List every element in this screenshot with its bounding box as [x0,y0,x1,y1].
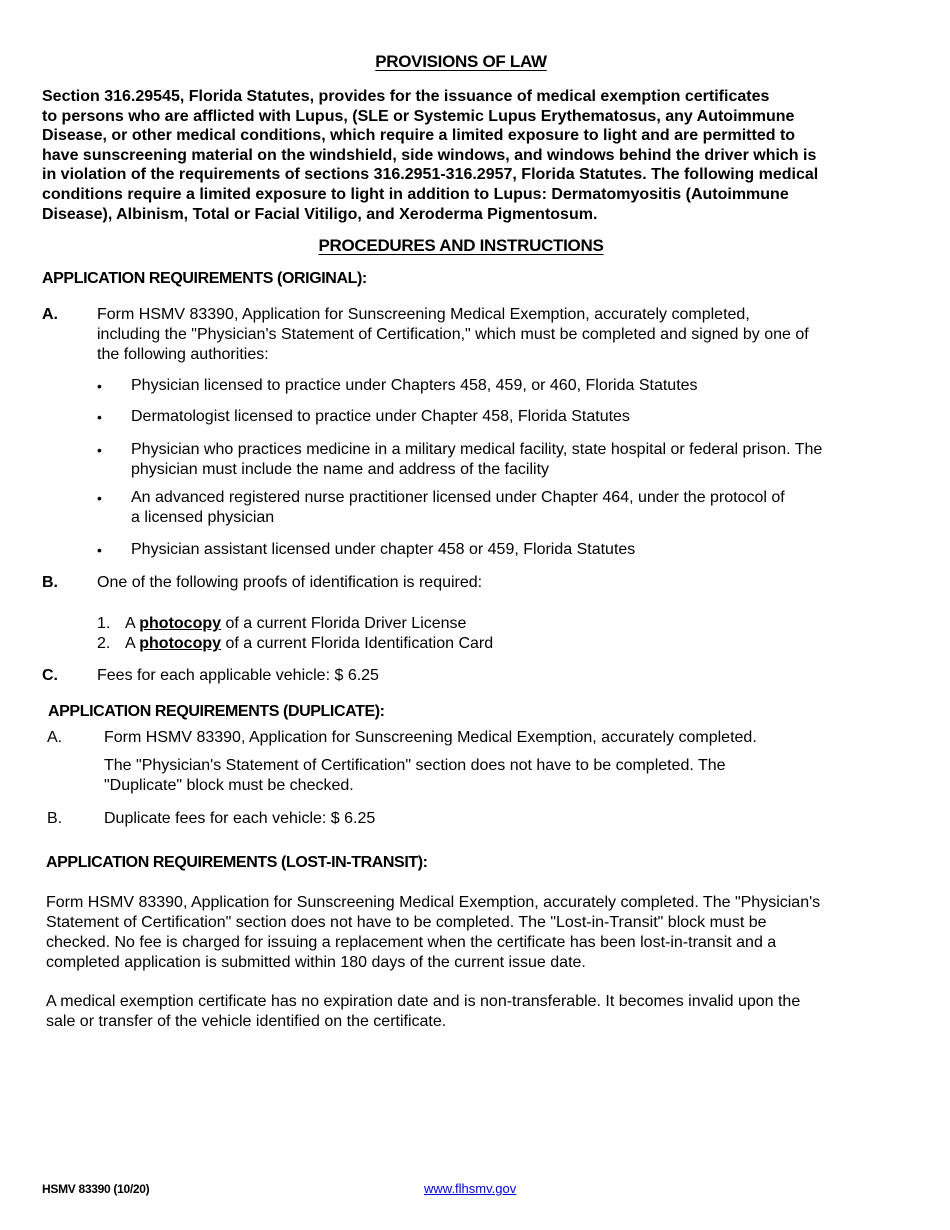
proof-prefix: A [125,615,135,632]
authority-line: Physician assistant licensed under chapter 458 or 459, Florida Statutes [131,541,636,558]
provisions-line: in violation of the requirements of sections 316.2951-316.2957, Florida Statutes. The following medical [42,166,819,184]
proof-item [97,634,697,654]
provisions-line: Disease), Albinism, Total or Facial Vitiligo, and Xeroderma Pigmentosum. [42,205,598,223]
original-letter-b: B. [42,574,58,591]
original-item-a-line: the following authorities: [97,346,269,363]
provisions-line: Disease, or other medical conditions, which require a limited exposure to light and are permitted to [42,127,796,145]
bullet-icon: • [97,490,102,506]
proof-number: 1. [97,615,111,632]
duplicate-letter-b: B. [47,810,63,827]
original-item-c: Fees for each applicable vehicle: $ 6.25 [97,667,379,684]
form-id: HSMV 83390 (10/20) [42,1182,150,1196]
lost-paragraph-line: A medical exemption certificate has no expiration date and is non-transferable. It becomes invalid upon the [46,993,801,1010]
authority-line: Physician licensed to practice under Chapters 458, 459, or 460, Florida Statutes [131,377,698,394]
lost-paragraph-2 [46,992,906,1032]
lost-paragraph-line: checked. No fee is charged for issuing a replacement when the certificate has been lost-in-transit and a [46,934,777,951]
authority-line: a licensed physician [131,509,275,526]
lost-paragraph-line: sale or transfer of the vehicle identified on the certificate. [46,1013,447,1030]
duplicate-note-line: The "Physician's Statement of Certification" section does not have to be completed. The [104,757,726,774]
original-item-a-line: Form HSMV 83390, Application for Sunscreening Medical Exemption, accurately completed, [97,306,750,323]
authority-line: An advanced registered nurse practitioner licensed under Chapter 464, under the protocol of [131,489,785,506]
website-link[interactable]: www.flhsmv.gov [424,1181,517,1196]
lost-paragraph-line: Form HSMV 83390, Application for Sunscreening Medical Exemption, accurately completed. The "Physician's [46,894,821,911]
authority-line: Physician who practices medicine in a military medical facility, state hospital or federal prison. The [131,441,823,458]
provisions-title: PROVISIONS OF LAW [375,52,547,71]
bullet-icon: • [97,378,102,394]
bullet-icon: • [97,442,102,458]
bullet-icon: • [97,542,102,558]
authority-item [131,440,911,480]
lost-paragraph-line: completed application is submitted within 180 days of the current issue date. [46,954,586,971]
authority-item [131,540,891,560]
provisions-line: have sunscreening material on the windshield, side windows, and windows behind the driver which is [42,146,817,164]
duplicate-letter-a: A. [47,729,63,746]
duplicate-note [104,756,884,796]
proof-item [97,614,697,634]
proof-number: 2. [97,635,111,652]
procedures-title: PROCEDURES AND INSTRUCTIONS [318,236,604,255]
authority-item [131,488,891,528]
provisions-line: conditions require a limited exposure to light in addition to Lupus: Dermatomyositis (Autoimmune [42,185,789,203]
duplicate-item-b: Duplicate fees for each vehicle: $ 6.25 [104,810,376,827]
original-heading: APPLICATION REQUIREMENTS (ORIGINAL): [42,270,367,287]
duplicate-note-line: "Duplicate" block must be checked. [104,777,354,794]
proof-list [97,614,697,654]
authority-line: Dermatologist licensed to practice under Chapter 458, Florida Statutes [131,408,630,425]
provisions-paragraph [42,87,882,224]
authority-line: physician must include the name and address of the facility [131,461,550,478]
proof-text: of a current Florida Identification Card [225,635,494,652]
proof-emphasis: photocopy [139,635,222,652]
authority-item [131,376,891,396]
provisions-line: Section 316.29545, Florida Statutes, provides for the issuance of medical exemption certificates [42,88,770,105]
proof-text: of a current Florida Driver License [225,615,467,632]
original-letter-a: A. [42,306,58,323]
duplicate-heading: APPLICATION REQUIREMENTS (DUPLICATE): [48,703,385,720]
lost-paragraph-line: Statement of Certification" section does not have to be completed. The "Lost-in-Transit" block must be [46,914,767,931]
proof-prefix: A [125,635,135,652]
lost-paragraph-1 [46,893,906,973]
provisions-line: to persons who are afflicted with Lupus, (SLE or Systemic Lupus Erythematosus, any Autoimmune [42,107,795,125]
bullet-icon: • [97,409,102,425]
original-item-b: One of the following proofs of identification is required: [97,574,483,591]
authority-item [131,407,891,427]
original-letter-c: C. [42,667,58,684]
original-item-a [97,305,897,365]
proof-emphasis: photocopy [139,615,222,632]
original-item-a-line: including the "Physician's Statement of Certification," which must be completed and signed by one of [97,326,809,343]
duplicate-item-a: Form HSMV 83390, Application for Sunscreening Medical Exemption, accurately completed. [104,729,757,746]
lost-heading: APPLICATION REQUIREMENTS (LOST-IN-TRANSIT): [46,854,428,871]
